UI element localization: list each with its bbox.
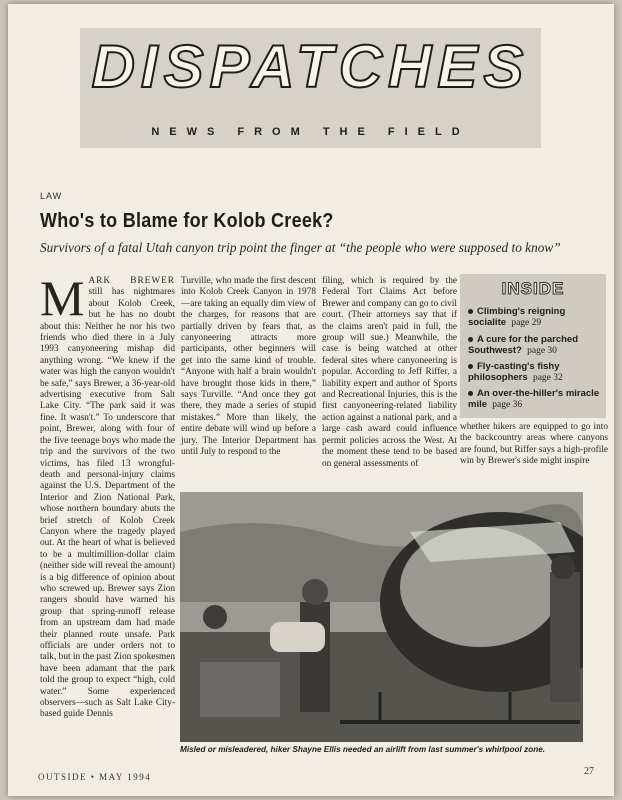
- bullet-icon: [468, 391, 473, 396]
- body-column-2: Turville, who made the first descent into Kolob Creek Canyon in 1978—are taking an equally dim view of the charges, for reasons that are partially driven by fears that, as canyoneering attracts more participants, other beginners will get into the same kind of trouble. “Anyone with half a brain wouldn't have brought those kids in there,” says Turville. “And once they got there, they made a series of stupid mistakes.” More than likely, the entire debate will wind up before a jury. The Interior Department has until July to respond to the: [181, 276, 316, 458]
- inside-item: [468, 361, 600, 384]
- inside-item-title: An over-the-hiller's miracle mile: [468, 388, 600, 410]
- body-column-4: whether hikers are equipped to go into the backcountry areas where canyons are found, but Riffer says a high-profile win by Brewer's side might inspire: [460, 422, 608, 467]
- helicopter-rescue-photo: [180, 492, 583, 742]
- magazine-page: [8, 4, 614, 796]
- inside-item: [468, 388, 600, 411]
- inside-item-page: page 32: [532, 373, 563, 383]
- body-column-1: [40, 270, 176, 721]
- masthead-title: DISPATCHES: [91, 33, 530, 100]
- inside-item-page: page 30: [527, 346, 557, 356]
- inside-item: [468, 306, 600, 329]
- bullet-icon: [468, 364, 473, 369]
- inside-item-page: page 29: [511, 318, 542, 328]
- masthead: [80, 28, 541, 148]
- drop-cap: M: [40, 270, 85, 326]
- bullet-icon: [468, 309, 473, 314]
- footer-publication: OUTSIDE • MAY 1994: [38, 772, 152, 782]
- photo-illustration: [180, 492, 583, 742]
- article-headline: Who's to Blame for Kolob Creek?: [40, 210, 334, 232]
- photo-caption: Misled or misleadered, hiker Shayne Ellis needed an airlift from last summer's whirlpool zone.: [180, 745, 546, 754]
- inside-box: [460, 274, 606, 418]
- column-1-text: still has nightmares about Kolob Creek, but he has no doubt about this: Neither he nor his two friends who died there in a July 1993 canyoneering mishap did anything wrong. “We knew if the water was high the canyon wouldn't be safe,” says Brewer, a 36-year-old advertising executive from Salt Lake City. “The park said it was fine. It wasn't.” To underscore that point, Brewer, along with four of the five teenage boys who made the trip and the survivors of the two victims, has filed 13 wrongful-death and personal-injury claims against the U.S. Department of the Interior and Zion National Park, whose northern boundary abuts the brief stretch of Kolob Creek Canyon where the tragedy played out. At the heart of what is believed to be a multimillion-dollar claim (neither side will reveal the amount) is a big difference of opinion about who screwed up. Brewer says Zion rangers should have warned his group that spring-runoff release from an upstream dam had made their planned route unsafe. Park officials are under orders not to talk, but in the past Zion spokesmen have been adamant that the park told the group to expect “high, cold water.” Some experienced observers—such as Salt Lake City-based guide Dennis: [40, 287, 176, 720]
- masthead-subtitle: NEWS FROM THE FIELD: [151, 126, 470, 138]
- inside-item-title: Climbing's reigning socialite: [468, 306, 566, 328]
- page-number: 27: [584, 766, 594, 777]
- article-deck: Survivors of a fatal Utah canyon trip point the finger at “the people who were supposed to know”: [40, 240, 561, 255]
- body-column-3: filing, which is required by the Federal Tort Claims Act before Brewer and company can go to civil court. (Their attorneys say that if the claims aren't paid in full, the group will sue.) Meanwhile, the case is being watched at other federal sites where canyoneering is popular. According to Jeff Riffer, a liability expert and author of Sports and Recreational Injuries, this is the first canyoneering-related liability action against a national park, and a large cash award could influence permit policies across the West. At the moment these tend to be based on general assessments of: [322, 276, 457, 469]
- inside-title: INSIDE: [501, 279, 565, 298]
- section-label: LAW: [40, 191, 63, 201]
- lead-caps: ARK BREWER: [88, 276, 175, 286]
- inside-item-title: A cure for the parched Southwest?: [468, 334, 579, 356]
- bullet-icon: [468, 337, 473, 342]
- inside-item-page: page 36: [492, 400, 523, 410]
- inside-item-title: Fly-casting's fishy philosophers: [468, 361, 560, 383]
- inside-item: [468, 334, 600, 357]
